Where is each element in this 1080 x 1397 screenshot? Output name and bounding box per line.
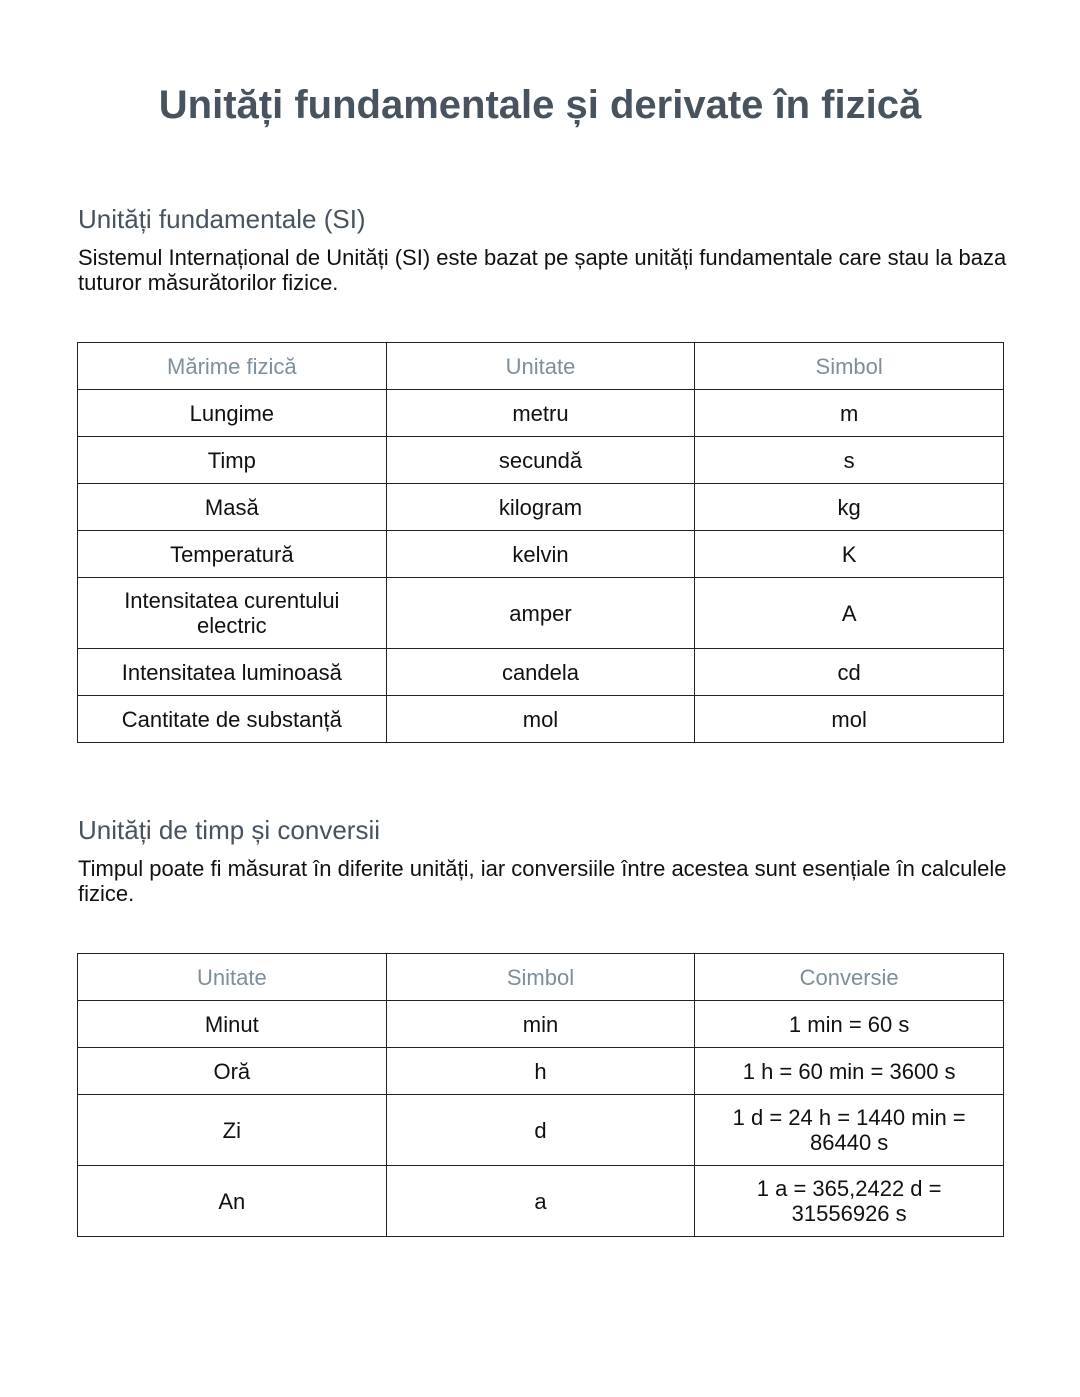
si-units-table bbox=[77, 342, 1004, 743]
table-row bbox=[78, 1048, 1004, 1095]
table-row bbox=[78, 1166, 1004, 1237]
table-cell: Temperatură bbox=[78, 531, 387, 578]
table-cell: 1 h = 60 min = 3600 s bbox=[695, 1048, 1004, 1095]
column-header: Simbol bbox=[386, 954, 695, 1001]
column-header: Conversie bbox=[695, 954, 1004, 1001]
table-cell: An bbox=[78, 1166, 387, 1237]
column-header: Mărime fizică bbox=[78, 343, 387, 390]
table-cell: amper bbox=[386, 578, 695, 649]
section-description-si-units: Sistemul Internațional de Unități (SI) este bazat pe șapte unități fundamentale care stau la baza tuturor măsurătorilor fizice. bbox=[78, 245, 1007, 295]
table-cell: secundă bbox=[386, 437, 695, 484]
page-title: Unități fundamentale și derivate în fizică bbox=[158, 83, 922, 127]
column-header: Simbol bbox=[695, 343, 1004, 390]
table-cell: Intensitatea curentului electric bbox=[78, 578, 387, 649]
time-units-table bbox=[77, 953, 1004, 1237]
table-cell: 1 d = 24 h = 1440 min = 86440 s bbox=[695, 1095, 1004, 1166]
table-cell: mol bbox=[386, 696, 695, 743]
table-header-row bbox=[78, 954, 1004, 1001]
table-row bbox=[78, 484, 1004, 531]
table-row bbox=[78, 390, 1004, 437]
table-cell: Cantitate de substanță bbox=[78, 696, 387, 743]
table-row bbox=[78, 1095, 1004, 1166]
table-row bbox=[78, 1001, 1004, 1048]
table-cell: Oră bbox=[78, 1048, 387, 1095]
table-row bbox=[78, 531, 1004, 578]
table-cell: h bbox=[386, 1048, 695, 1095]
section-description-time-units: Timpul poate fi măsurat în diferite unități, iar conversiile între acestea sunt esențiale în calculele fizice. bbox=[78, 856, 1007, 906]
table-cell: Intensitatea luminoasă bbox=[78, 649, 387, 696]
table-cell: 1 min = 60 s bbox=[695, 1001, 1004, 1048]
table-cell: d bbox=[386, 1095, 695, 1166]
table-row bbox=[78, 696, 1004, 743]
table-cell: kg bbox=[695, 484, 1004, 531]
table-cell: m bbox=[695, 390, 1004, 437]
table-cell: Timp bbox=[78, 437, 387, 484]
section-heading-time-units: Unități de timp și conversii bbox=[78, 815, 380, 845]
table-cell: Minut bbox=[78, 1001, 387, 1048]
table-cell: cd bbox=[695, 649, 1004, 696]
table-cell: Lungime bbox=[78, 390, 387, 437]
table-cell: K bbox=[695, 531, 1004, 578]
table-cell: mol bbox=[695, 696, 1004, 743]
table-row bbox=[78, 437, 1004, 484]
table-cell: kilogram bbox=[386, 484, 695, 531]
table-cell: 1 a = 365,2422 d = 31556926 s bbox=[695, 1166, 1004, 1237]
table-header-row bbox=[78, 343, 1004, 390]
table-cell: kelvin bbox=[386, 531, 695, 578]
table-cell: A bbox=[695, 578, 1004, 649]
table-cell: Zi bbox=[78, 1095, 387, 1166]
table-cell: Masă bbox=[78, 484, 387, 531]
column-header: Unitate bbox=[78, 954, 387, 1001]
table-cell: a bbox=[386, 1166, 695, 1237]
section-heading-si-units: Unități fundamentale (SI) bbox=[78, 204, 366, 234]
column-header: Unitate bbox=[386, 343, 695, 390]
table-row bbox=[78, 578, 1004, 649]
table-cell: s bbox=[695, 437, 1004, 484]
table-cell: min bbox=[386, 1001, 695, 1048]
table-row bbox=[78, 649, 1004, 696]
table-cell: candela bbox=[386, 649, 695, 696]
table-cell: metru bbox=[386, 390, 695, 437]
